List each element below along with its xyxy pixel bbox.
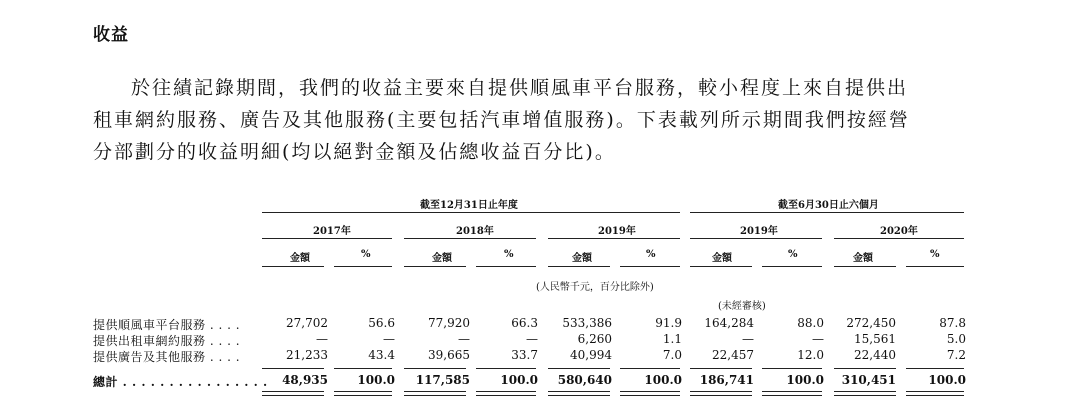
year-rule	[548, 238, 680, 239]
amount-cell: 533,386	[562, 316, 612, 330]
percent-cell: 100.0	[786, 373, 824, 387]
subtotal-rule	[334, 368, 392, 369]
percent-cell: 7.0	[662, 348, 682, 362]
amount-cell: 21,233	[286, 348, 328, 362]
subtotal-rule	[762, 368, 822, 369]
amount-header: 金額	[290, 253, 310, 264]
percent-cell: 56.6	[368, 316, 395, 330]
year-rule	[404, 238, 536, 239]
sub-rule	[620, 266, 680, 267]
total-double-underline	[334, 391, 392, 396]
total-double-underline	[476, 391, 536, 396]
subtotal-rule	[262, 368, 324, 369]
year-rule	[834, 238, 964, 239]
amount-header: 金額	[432, 253, 452, 264]
percent-cell: 100.0	[357, 373, 395, 387]
amount-cell: 27,702	[286, 316, 328, 330]
group-rule-interim	[690, 212, 964, 213]
amount-cell: —	[316, 332, 328, 346]
sub-rule	[834, 266, 896, 267]
amount-cell: 40,994	[570, 348, 612, 362]
amount-cell: 39,665	[428, 348, 470, 362]
total-double-underline	[690, 391, 752, 396]
amount-cell: 117,585	[415, 373, 470, 387]
percent-cell: 100.0	[644, 373, 682, 387]
subtotal-rule	[476, 368, 536, 369]
total-row-label: 總計 . . . . . . . . . . . . . . . .	[93, 375, 268, 389]
section-title: 收益	[93, 25, 129, 45]
paragraph-line: 租車網約服務、廣告及其他服務(主要包括汽車增值服務)。下表載列所示期間我們按經營	[93, 109, 910, 131]
percent-cell: 33.7	[511, 348, 538, 362]
amount-header: 金額	[572, 253, 592, 264]
subtotal-rule	[404, 368, 466, 369]
sub-rule	[548, 266, 610, 267]
percent-header: %	[504, 249, 514, 260]
row-label: 提供廣告及其他服務 . . . .	[93, 350, 241, 364]
unaudited-note: (未經審核)	[718, 301, 766, 312]
amount-cell: 164,284	[704, 316, 754, 330]
amount-cell: 22,457	[712, 348, 754, 362]
amount-cell: 6,260	[577, 332, 612, 346]
amount-cell: 310,451	[841, 373, 896, 387]
year-rule	[262, 238, 392, 239]
percent-cell: 43.4	[368, 348, 395, 362]
sub-rule	[334, 266, 392, 267]
group-rule-annual	[262, 212, 680, 213]
total-double-underline	[834, 391, 896, 396]
subtotal-rule	[906, 368, 964, 369]
amount-header: 金額	[853, 253, 873, 264]
year-header: 2019年	[598, 226, 636, 237]
amount-header: 金額	[712, 253, 732, 264]
amount-cell: 186,741	[699, 373, 754, 387]
percent-cell: 5.0	[946, 332, 966, 346]
percent-cell: 88.0	[797, 316, 824, 330]
sub-rule	[906, 266, 964, 267]
percent-cell: 87.8	[939, 316, 966, 330]
row-label: 提供順風車平台服務 . . . .	[93, 318, 241, 332]
total-double-underline	[404, 391, 466, 396]
percent-cell: 7.2	[946, 348, 966, 362]
subtotal-rule	[548, 368, 610, 369]
unit-note: (人民幣千元，百分比除外)	[536, 282, 654, 293]
amount-cell: 48,935	[282, 373, 328, 387]
paragraph-line: 分部劃分的收益明細(均以絕對金額及佔總收益百分比)。	[93, 141, 616, 163]
percent-cell: 66.3	[511, 316, 538, 330]
year-header: 2018年	[456, 226, 494, 237]
row-label: 提供出租車網約服務 . . . .	[93, 334, 241, 348]
percent-header: %	[646, 249, 656, 260]
amount-cell: —	[742, 332, 754, 346]
percent-cell: —	[526, 332, 538, 346]
percent-cell: 91.9	[655, 316, 682, 330]
percent-cell: 12.0	[797, 348, 824, 362]
total-double-underline	[906, 391, 964, 396]
percent-cell: 100.0	[928, 373, 966, 387]
percent-cell: —	[812, 332, 824, 346]
subtotal-rule	[690, 368, 752, 369]
year-header: 2017年	[313, 226, 351, 237]
year-header: 2019年	[740, 226, 778, 237]
total-double-underline	[762, 391, 822, 396]
sub-rule	[690, 266, 752, 267]
amount-cell: 77,920	[428, 316, 470, 330]
total-double-underline	[548, 391, 610, 396]
six-month-group-header: 截至6月30日止六個月	[778, 200, 879, 211]
percent-cell: 1.1	[662, 332, 682, 346]
amount-cell: 22,440	[854, 348, 896, 362]
amount-cell: 580,640	[557, 373, 612, 387]
year-header: 2020年	[880, 226, 918, 237]
percent-header: %	[788, 249, 798, 260]
total-double-underline	[620, 391, 680, 396]
percent-header: %	[361, 249, 371, 260]
year-rule	[690, 238, 822, 239]
sub-rule	[262, 266, 324, 267]
intro-paragraph	[93, 72, 973, 168]
paragraph-line: 於往績記錄期間，我們的收益主要來自提供順風車平台服務，較小程度上來自提供出	[131, 77, 909, 99]
year-end-group-header: 截至12月31日止年度	[420, 200, 518, 211]
sub-rule	[404, 266, 466, 267]
percent-header: %	[930, 249, 940, 260]
amount-cell: 15,561	[854, 332, 896, 346]
subtotal-rule	[834, 368, 896, 369]
total-double-underline	[262, 391, 324, 396]
amount-cell: —	[458, 332, 470, 346]
subtotal-rule	[620, 368, 680, 369]
amount-cell: 272,450	[846, 316, 896, 330]
sub-rule	[762, 266, 822, 267]
sub-rule	[476, 266, 536, 267]
percent-cell: 100.0	[500, 373, 538, 387]
percent-cell: —	[383, 332, 395, 346]
